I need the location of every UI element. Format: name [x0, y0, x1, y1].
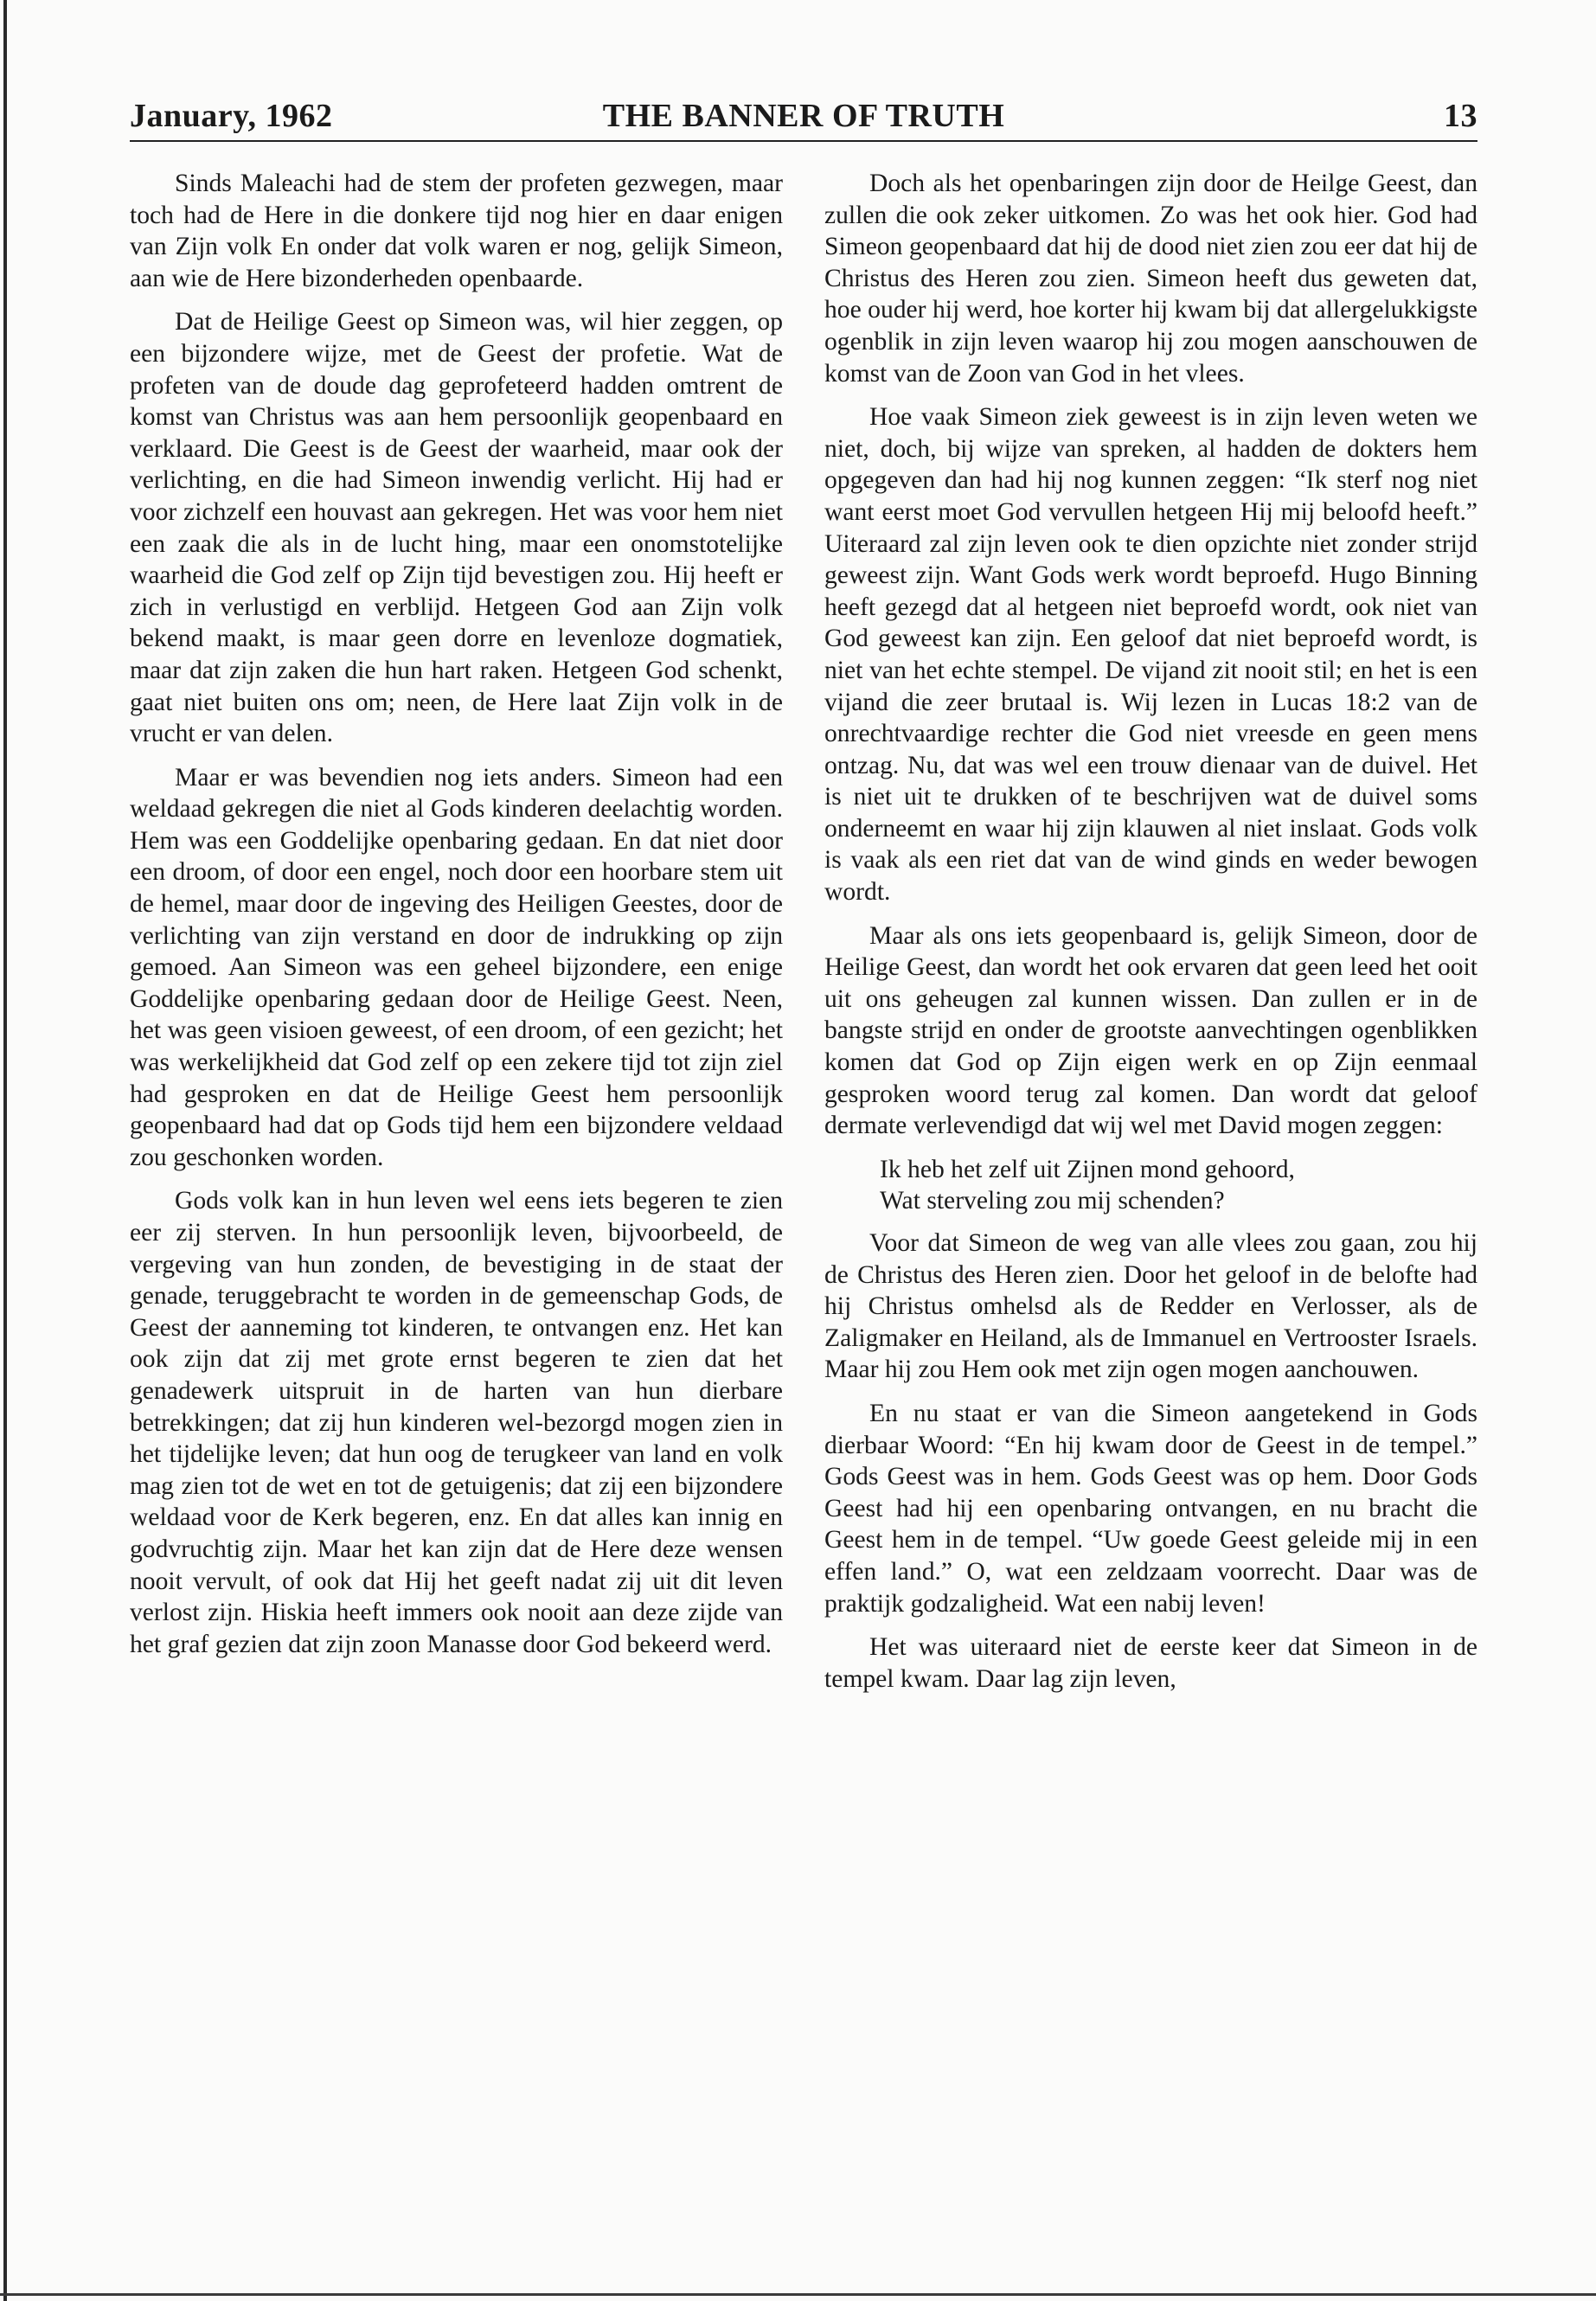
paragraph: Hoe vaak Simeon ziek geweest is in zijn leven weten we niet, doch, bij wijze van spreken, al hadden de dokters hem opgegeven dan had hij nog kunnen zeggen: “Ik sterf nog niet want eerst moet God vervullen hetgeen Hij mij beloofd heeft.” Uiteraard zal zijn leven ook te dien opzichte niet zonder strijd geweest zijn. Want Gods werk wordt beproefd. Hugo Binning heeft gezegd dat al hetgeen niet beproefd wordt, ook niet van God geweest kan zijn. Een geloof dat niet beproefd wordt, is niet van het echte stempel. De vijand zit nooit stil; en het is een vijand die zeer brutaal is. Wij lezen in Lucas 18:2 van de onrechtvaardige rechter die God niet vreesde en geen mens ontzag. Nu, dat was wel een trouw dienaar van de duivel. Het is niet uit te drukken of te beschrijven wat de duivel soms onderneemt en waar hij zijn klauwen al niet inslaat. Gods volk is vaak als een riet dat van de wind ginds en weder bewogen wordt. — [824, 403, 1477, 907]
verse-line: Ik heb het zelf uit Zijnen mond gehoord, — [880, 1155, 1295, 1183]
paragraph: Voor dat Simeon de weg van alle vlees zou gaan, zou hij de Christus des Heren zien. Door het geloof in de belofte had hij Christus omhelsd als de Redder en Verlosser, als de Zaligmaker en Heiland, als de Immanuel en Vertrooster Israels. Maar hij zou Hem ook met zijn ogen mogen aanchouwen. — [824, 1229, 1477, 1384]
verse-line: Wat sterveling zou mij schenden? — [880, 1187, 1225, 1215]
paragraph: Maar als ons iets geopenbaard is, gelijk Simeon, door de Heilige Geest, dan wordt het ook ervaren dat geen leed het ooit uit ons geheugen zal kunnen wissen. Dan zullen er in de bangste strijd en onder de grootste aanvechtingen ogenblikken komen dat God op Zijn eigen werk en op Zijn eenmaal gesproken woord terug zal komen. Dan wordt dat geloof dermate verlevendigd dat wij wel met David mogen zeggen: — [824, 921, 1477, 1140]
page-number: 13 — [1444, 98, 1477, 134]
header-date: January, 1962 — [130, 98, 333, 134]
page-edge-bottom — [0, 2293, 1596, 2296]
running-header — [130, 93, 1477, 142]
paragraph: Maar er was bevendien nog iets anders. Simeon had een weldaad gekregen die niet al Gods kinderen deelachtig worden. Hem was een Goddelijke openbaring gedaan. En dat niet door een droom, of door een engel, noch door een hoorbare stem uit de hemel, maar door de ingeving des Heiligen Geestes, door de verlichting van zijn verstand en door de indrukking op zijn gemoed. Aan Simeon was een geheel bijzondere, een enige Goddelijke openbaring gedaan door de Heilige Geest. Neen, het was geen visioen geweest, of een droom, of een gezicht; het was werkelijkheid dat God zelf op een zekere tijd tot zijn ziel had gesproken en dat de Heilige Geest hem persoonlijk geopenbaard had dat op Gods tijd hem een bijzondere veldaad zou geschonken worden. — [130, 763, 783, 1171]
paragraph: Gods volk kan in hun leven wel eens iets begeren te zien eer zij sterven. In hun persoonlijk leven, bijvoorbeeld, de vergeving van hun zonden, de bevestiging in de staat der genade, teruggebracht te worden in de gemeenschap Gods, de Geest der aanneming tot kinderen, te ontvangen enz. Het kan ook zijn dat zij met grote ernst begeren te zien dat het genadewerk uitspruit in de harten van hun dierbare betrekkingen; dat zij hun kinderen wel-bezorgd mogen zien in het tijdelijke leven; dat hun oog de terugkeer van land en volk mag zien tot de wet en tot de getuigenis; dat zij een bijzondere weldaad voor de Kerk begeren, enz. En dat alles kan innig en godvruchtig zijn. Maar het kan zijn dat de Here deze wensen nooit vervult, of ook dat Hij het geeft nadat zij uit dit leven verlost zijn. Hiskia heeft immers ook nooit aan deze zijde van het graf gezien dat zijn zoon Manasse door God bekeerd werd. — [130, 1187, 783, 1658]
page-edge-left — [3, 0, 7, 2301]
header-title: THE BANNER OF TRUTH — [602, 98, 1005, 134]
paragraph: Doch als het openbaringen zijn door de Heilge Geest, dan zullen die ook zeker uitkomen. Zo was het ook hier. God had Simeon geopenbaard dat hij de dood niet zien zou eer dat hij de Christus des Heren zou zien. Simeon heeft dus geweten dat, hoe ouder hij werd, hoe korter hij kwam bij dat allergelukkigste ogenblik in zijn leven waarop hij zou mogen aanschouwen de komst van de Zoon van God in het vlees. — [824, 170, 1477, 388]
paragraph: En nu staat er van die Simeon aangetekend in Gods dierbaar Woord: “En hij kwam door de Geest in de tempel.” Gods Geest was in hem. Gods Geest was op hem. Door Gods Geest had hij een openbaring ontvangen, en nu bracht die Geest hem in de tempel. “Uw goede Geest geleide mij in een effen land.” O, wat een zeldzaam voorrecht. Daar was de praktijk godzaligheid. Wat een nabij leven! — [824, 1399, 1477, 1618]
quoted-verse — [880, 1154, 1477, 1217]
right-column — [824, 168, 1477, 1707]
paragraph: Sinds Maleachi had de stem der profeten gezwegen, maar toch had de Here in die donkere tijd nog hier en daar enigen van Zijn volk En onder dat volk waren er nog, gelijk Simeon, aan wie de Here bizonderheden openbaarde. — [130, 170, 783, 292]
left-column — [130, 168, 783, 1672]
paragraph: Het was uiteraard niet de eerste keer dat Simeon in de tempel kwam. Daar lag zijn leven, — [824, 1633, 1477, 1693]
paragraph: Dat de Heilige Geest op Simeon was, wil hier zeggen, op een bijzondere wijze, met de Geest der profetie. Wat de profeten van de doude dag geprofeteerd hadden omtrent de komst van Christus was aan hem persoonlijk geopenbaard en verklaard. Die Geest is de Geest der waarheid, maar ook der verlichting, en die had Simeon inwendig verlicht. Hij had er voor zichzelf een houvast aan gekregen. Het was voor hem niet een zaak die als in de lucht hing, maar een onomstotelijke waarheid die God zelf op Zijn tijd bevestigen zou. Hij heeft er zich in verlustigd en verblijd. Hetgeen God aan Zijn volk bekend maakt, is maar geen dorre en levenloze dogmatiek, maar dat zijn zaken die hun hart raken. Hetgeen God schenkt, gaat niet buiten ons om; neen, de Here laat Zijn volk in de vrucht er van delen. — [130, 308, 783, 748]
